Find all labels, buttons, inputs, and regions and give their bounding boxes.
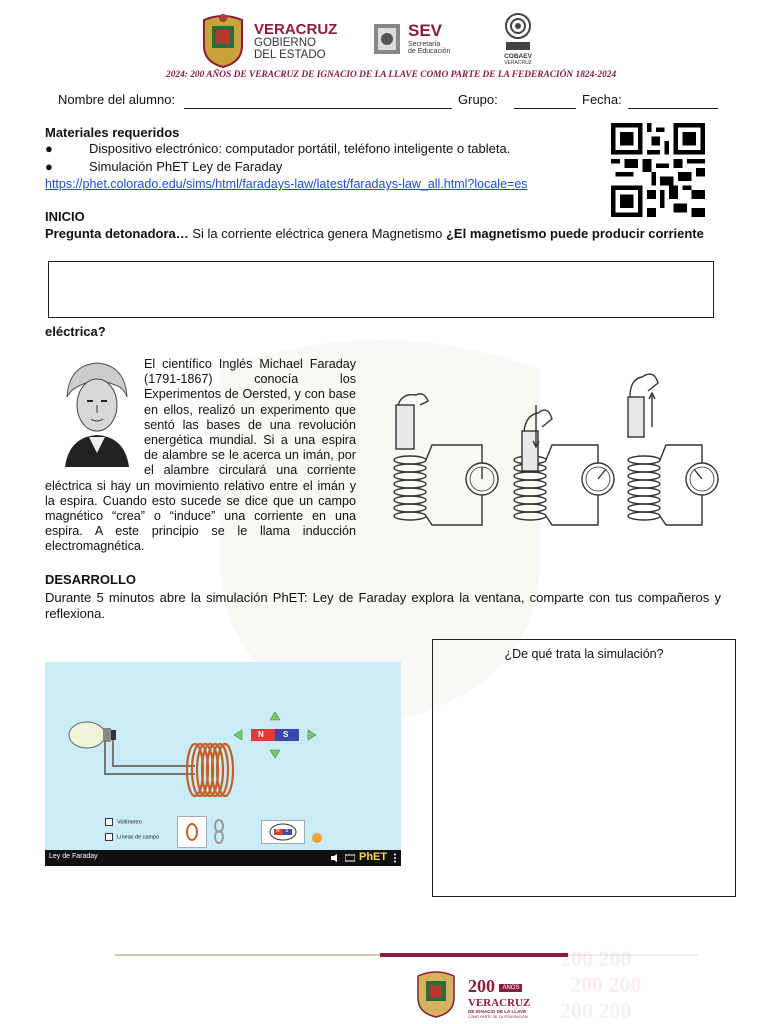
phet-link[interactable]: https://phet.colorado.edu/sims/html/faradays-law/latest/faradays-law_all.html?locale=es xyxy=(45,177,528,191)
bullet-icon: ● xyxy=(45,159,53,174)
trigger-question xyxy=(45,226,721,242)
footer-anniversary-logo xyxy=(468,976,548,1020)
field-lines-checkbox[interactable] xyxy=(105,833,113,841)
flip-magnet-button[interactable] xyxy=(261,820,305,844)
induction-experiment-illustration xyxy=(372,365,720,537)
simulation-title: Ley de Faraday xyxy=(49,853,98,860)
anniversary-line1: DE IGNACIO DE LA LLAVE xyxy=(468,1009,527,1014)
magnet-s-label: S xyxy=(283,730,289,739)
voltmeter-label: Voltímetro xyxy=(117,819,142,826)
reset-button[interactable] xyxy=(312,833,322,843)
group-label: Grupo: xyxy=(458,92,498,107)
faraday-paragraph-text: El científico Inglés Michael Faraday (1791-1867) conocía los Experimentos de Oersted, y con base en ellos, realizó un experimento que sentó las bases de una revolución energética mundial. Si a una espira de alambre se le acerca un imán, por el alambre circulará una corriente eléctrica si hay un movimiento relativo entre el imán y la espira. Cuando esto sucede se dice que un campo magnético “crea” o “induce” una corriente en una espira. A este principio se le llama inducción electromagnética. xyxy=(45,357,356,554)
desarrollo-title: DESARROLLO xyxy=(45,572,136,587)
simulation-answer-box[interactable] xyxy=(432,639,736,897)
double-coil-icon xyxy=(207,816,231,846)
footer-pattern xyxy=(560,940,740,1024)
materials-item-label: Dispositivo electrónico: computador portátil, teléfono inteligente o tableta. xyxy=(89,141,511,156)
menu-icon[interactable] xyxy=(393,853,397,863)
coil-icon xyxy=(187,744,233,796)
coil-selector-one[interactable] xyxy=(177,816,207,848)
header-logos xyxy=(200,12,580,68)
footer-divider-maroon xyxy=(380,953,568,957)
trigger-question-part2: eléctrica? xyxy=(45,324,106,339)
footer-divider-gold xyxy=(115,954,380,956)
sev-sub1: Secretaría xyxy=(408,41,441,48)
mini-n-label: N xyxy=(276,828,280,834)
student-name-field[interactable] xyxy=(184,108,452,109)
bullet-icon: ● xyxy=(45,141,53,156)
group-field[interactable] xyxy=(514,108,576,109)
anniversary-veracruz: VERACRUZ xyxy=(468,997,531,1009)
materials-item xyxy=(45,141,510,157)
state-sub2: DEL ESTADO xyxy=(254,48,326,61)
single-coil-icon xyxy=(178,817,206,847)
materials-title: Materiales requeridos xyxy=(45,125,180,140)
sev-title: SEV xyxy=(408,21,443,40)
anniversary-anos: AÑOS xyxy=(499,984,522,992)
sound-icon[interactable] xyxy=(331,854,341,862)
simulation-question: ¿De qué trata la simulación? xyxy=(504,647,664,661)
date-label: Fecha: xyxy=(582,92,622,107)
anniversary-line2: COMO PARTE DE LA FEDERACIÓN xyxy=(468,1015,528,1019)
student-name-label: Nombre del alumno: xyxy=(58,92,176,107)
simulation-footer xyxy=(45,850,401,866)
veracruz-shield-logo xyxy=(200,12,246,68)
materials-item xyxy=(45,159,282,175)
keyboard-icon[interactable] xyxy=(345,854,355,862)
mini-s-label: S xyxy=(285,828,289,834)
desarrollo-text: Durante 5 minutos abre la simulación PhET: Ley de Faraday explora la ventana, comparte con tus compañeros y reflexiona. xyxy=(45,590,721,621)
materials-item-label: Simulación PhET Ley de Faraday xyxy=(89,159,283,174)
inicio-title: INICIO xyxy=(45,209,85,224)
trigger-question-part1: ¿El magnetismo puede producir corriente xyxy=(445,226,704,241)
state-sub1: GOBIERNO xyxy=(254,37,316,49)
commemorative-banner: 2024: 200 AÑOS DE VERACRUZ DE IGNACIO DE LA LLAVE COMO PARTE DE LA FEDERACIÓN 1824-2024 xyxy=(166,70,617,80)
trigger-lead: Pregunta detonadora… xyxy=(45,226,189,241)
faraday-paragraph xyxy=(45,357,356,555)
svg-text:200 200: 200 200 xyxy=(560,946,632,971)
answer-box[interactable] xyxy=(48,261,714,318)
sev-sub2: de Educación xyxy=(408,48,451,55)
voltmeter-checkbox[interactable] xyxy=(105,818,113,826)
trigger-text: Si la corriente eléctrica genera Magnetismo xyxy=(188,226,446,241)
sev-emblem-logo xyxy=(370,18,404,58)
coil-selector-two[interactable] xyxy=(207,816,231,846)
magnet-n-label: N xyxy=(258,730,264,739)
cobaev-logo xyxy=(500,12,536,54)
light-bulb-icon xyxy=(69,722,116,748)
field-lines-option[interactable] xyxy=(105,833,159,841)
voltmeter-option[interactable] xyxy=(105,818,142,826)
footer-shield-logo xyxy=(414,968,458,1018)
coil-1 xyxy=(394,456,426,520)
cobaev-name: COBAEV xyxy=(504,53,532,60)
rotate-icon xyxy=(262,821,304,843)
anniversary-200: 200 xyxy=(468,976,495,996)
state-name: VERACRUZ xyxy=(254,21,338,38)
qr-code-icon[interactable] xyxy=(611,122,705,218)
cobaev-sub: VERACRUZ xyxy=(504,59,532,66)
phet-simulation-preview[interactable] xyxy=(45,662,401,866)
date-field[interactable] xyxy=(628,108,718,109)
svg-text:200 200: 200 200 xyxy=(560,998,632,1023)
phet-brand[interactable]: PhET xyxy=(359,851,388,863)
field-lines-label: Líneas de campo xyxy=(117,834,160,841)
svg-text:200 200: 200 200 xyxy=(570,972,642,997)
